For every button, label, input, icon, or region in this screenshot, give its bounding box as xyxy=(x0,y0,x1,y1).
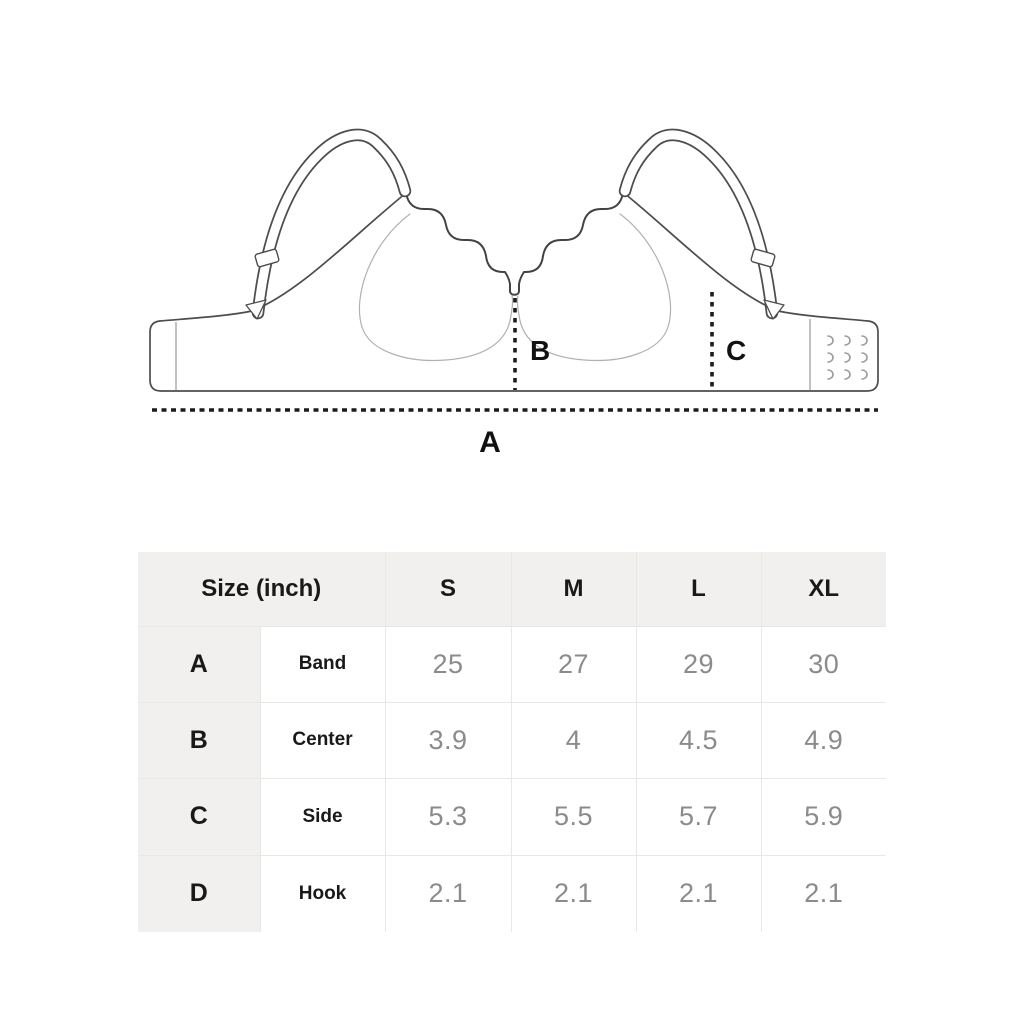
row-letter: B xyxy=(138,702,260,778)
row-name: Center xyxy=(260,702,385,778)
label-center-B: B xyxy=(530,335,551,366)
row-name: Hook xyxy=(260,855,385,932)
column-header-l: L xyxy=(636,552,761,626)
row-name: Side xyxy=(260,778,385,855)
cell-value: 5.9 xyxy=(761,778,886,855)
right-strap-adjuster-icon xyxy=(751,249,776,268)
cell-value: 2.1 xyxy=(385,855,511,932)
column-header-xl: XL xyxy=(761,552,886,626)
size-unit-header: Size (inch) xyxy=(138,552,385,626)
cell-value: 3.9 xyxy=(385,702,511,778)
cell-value: 2.1 xyxy=(761,855,886,932)
size-table xyxy=(138,552,886,932)
bra-measurement-diagram xyxy=(0,0,1024,470)
cell-value: 25 xyxy=(385,626,511,702)
table-header-row xyxy=(138,552,886,626)
cell-value: 5.3 xyxy=(385,778,511,855)
cell-value: 2.1 xyxy=(511,855,636,932)
cell-value: 4.5 xyxy=(636,702,761,778)
table-row-center xyxy=(138,702,886,778)
scalloped-neckline xyxy=(406,193,623,295)
row-letter: A xyxy=(138,626,260,702)
column-header-m: M xyxy=(511,552,636,626)
cell-value: 29 xyxy=(636,626,761,702)
cell-value: 2.1 xyxy=(636,855,761,932)
hook-eye-icons xyxy=(828,336,867,379)
cell-value: 5.5 xyxy=(511,778,636,855)
cell-value: 4.9 xyxy=(761,702,886,778)
label-band-A: A xyxy=(479,426,501,459)
left-strap-adjuster-icon xyxy=(255,249,280,268)
left-cup-outline xyxy=(359,214,512,360)
cell-value: 27 xyxy=(511,626,636,702)
row-name: Band xyxy=(260,626,385,702)
cell-value: 30 xyxy=(761,626,886,702)
left-strap xyxy=(258,135,405,313)
row-letter: C xyxy=(138,778,260,855)
cell-value: 5.7 xyxy=(636,778,761,855)
table-row-band xyxy=(138,626,886,702)
row-letter: D xyxy=(138,855,260,932)
label-side-C: C xyxy=(726,335,747,366)
cell-value: 4 xyxy=(511,702,636,778)
table-row-side xyxy=(138,778,886,855)
table-row-hook xyxy=(138,855,886,932)
column-header-s: S xyxy=(385,552,511,626)
right-strap xyxy=(625,135,772,313)
